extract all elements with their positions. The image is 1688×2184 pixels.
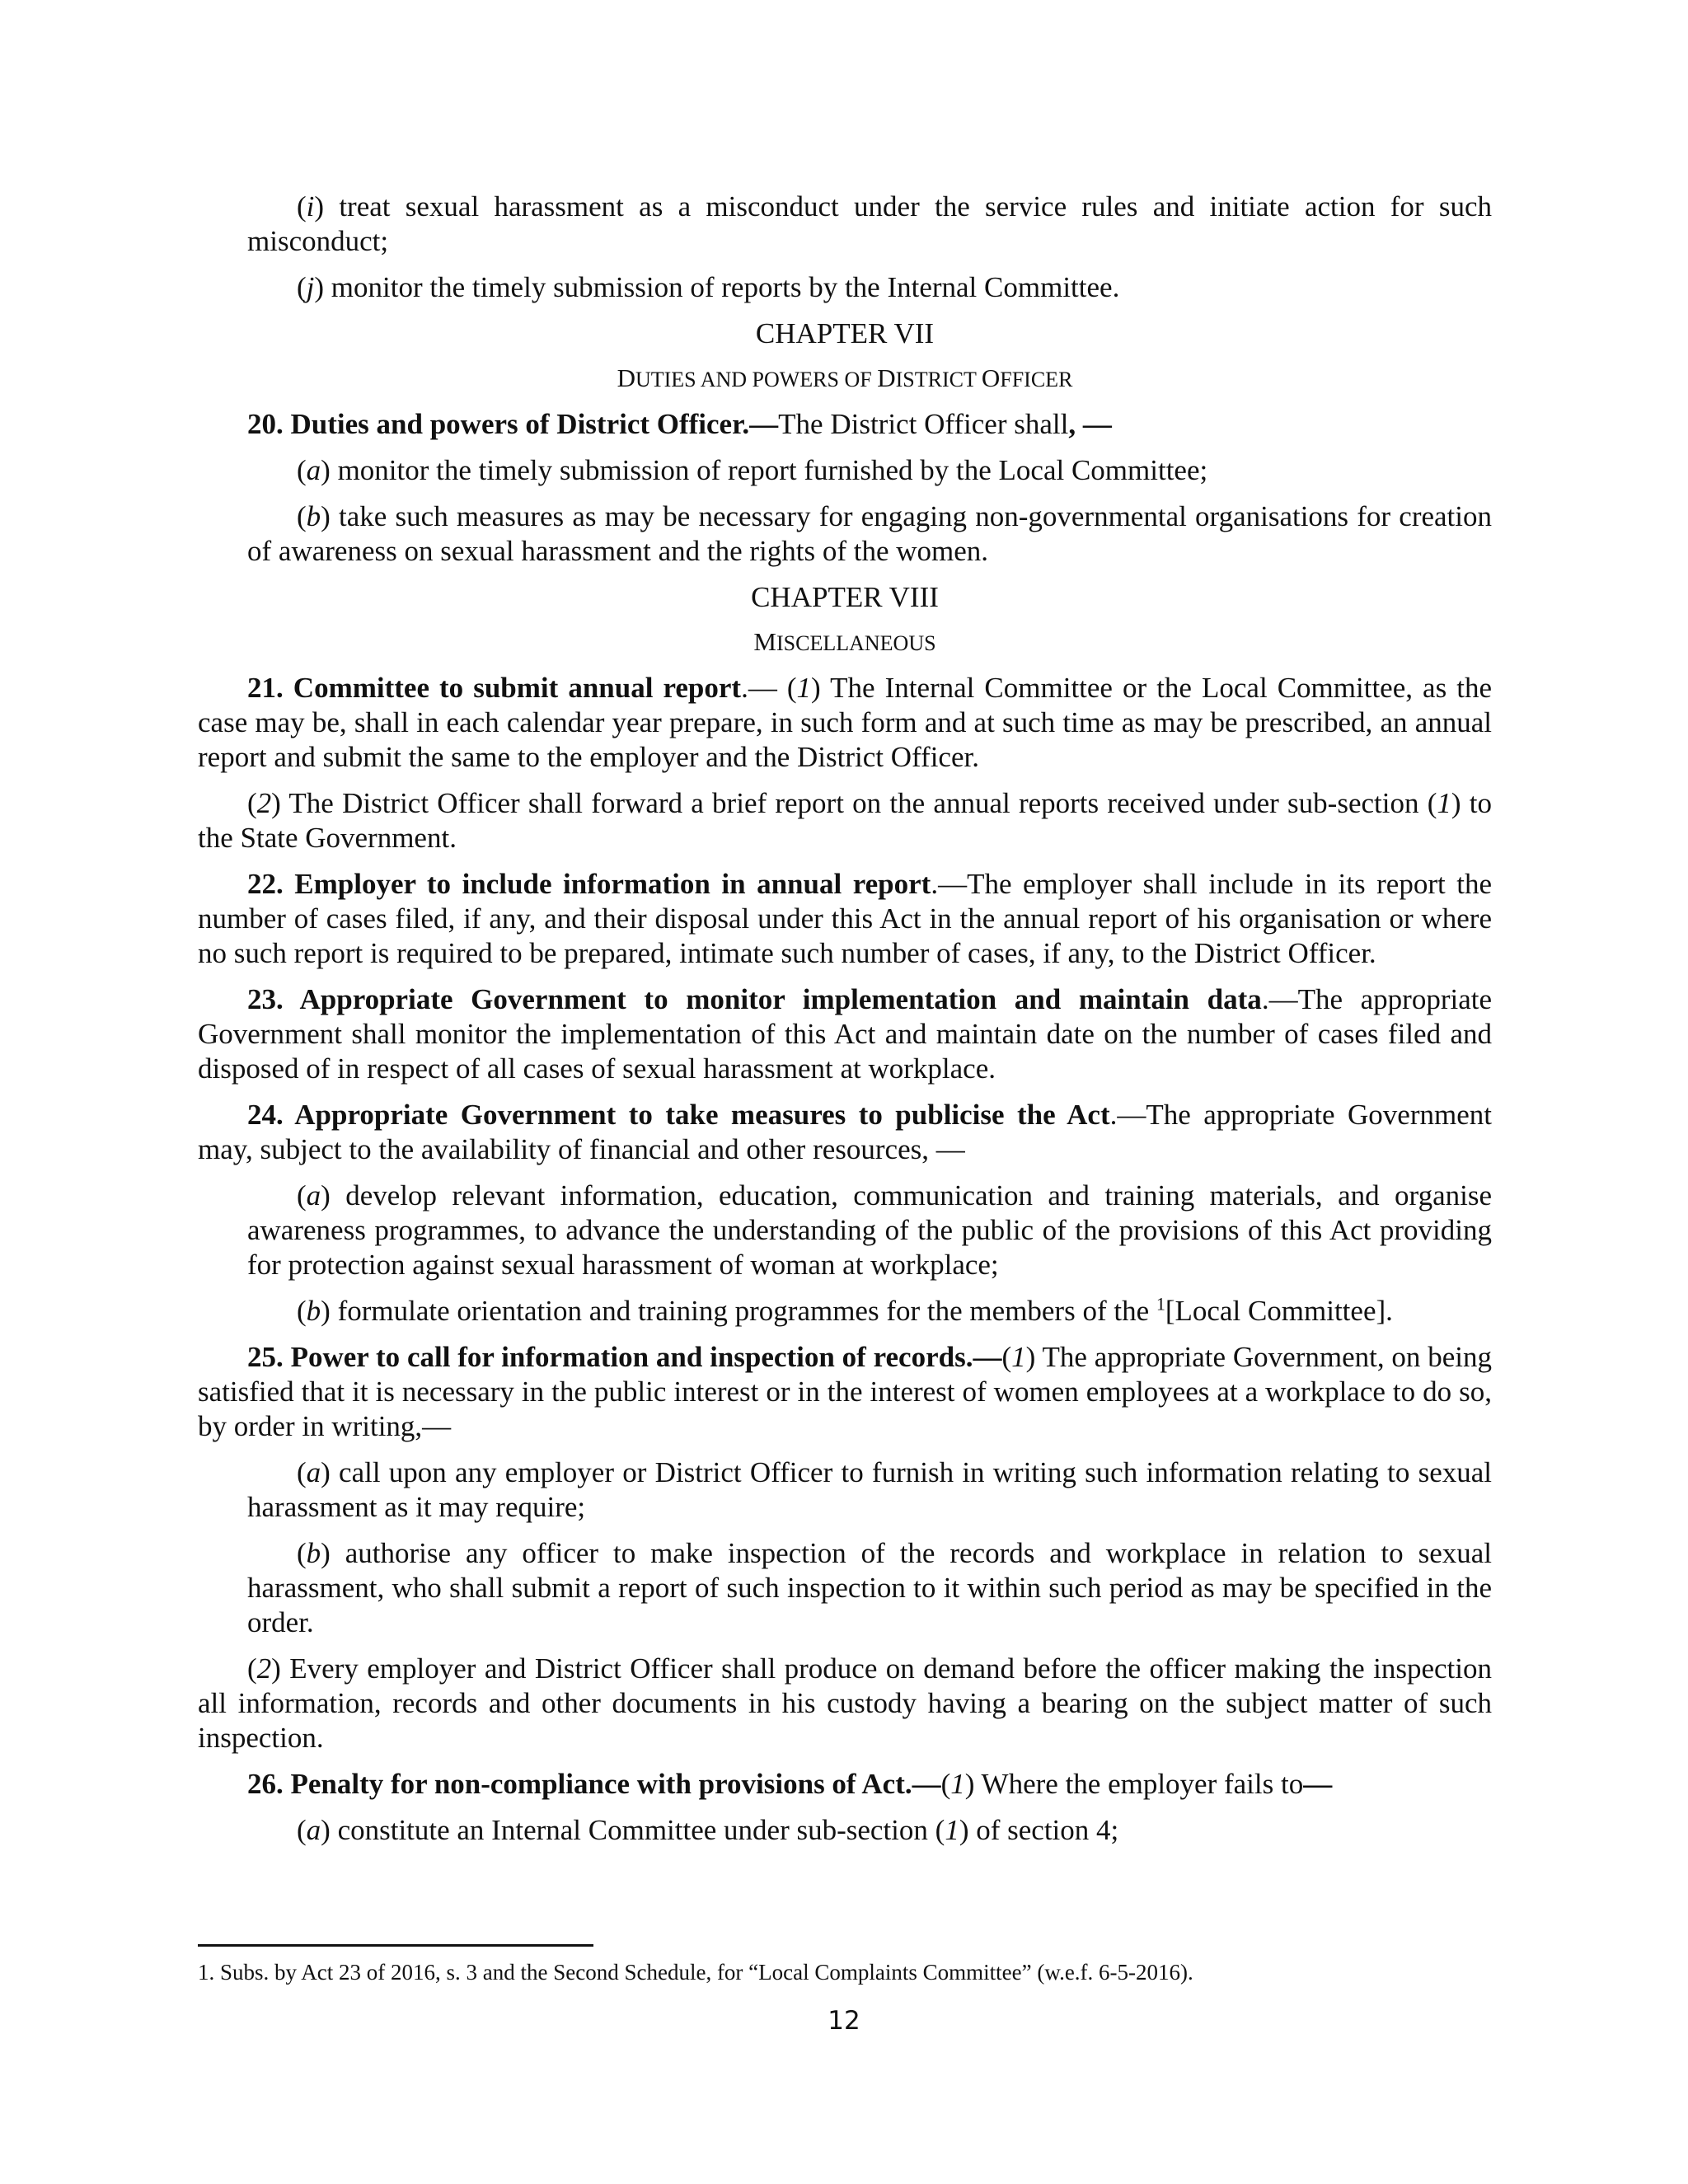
clause-i: (i) treat sexual harassment as a misconduct under the service rules and initiate action for such misconduct; — [247, 190, 1492, 257]
section-23 — [198, 982, 1492, 1086]
clause-label: b — [306, 1295, 321, 1327]
clause-b: (b) formulate orientation and training programmes for the members of the $^1$[Local Committee]. — [297, 1293, 1393, 1327]
section-text: ) Every employer and District Officer shall produce on demand before the officer making the inspection all information, records and other documents in his custody having a bearing on the subject matter of such inspection. — [198, 1652, 1492, 1754]
section-heading: 21. Committee to submit annual report — [247, 672, 742, 704]
clause-text: monitor the timely submission of report furnished by the Local Committee; — [330, 454, 1208, 486]
clause-label: j — [306, 271, 315, 303]
chapter-subtitle: MISCELLANEOUS — [753, 627, 936, 656]
section-heading: 22. Employer to include information in annual report — [247, 868, 931, 900]
footnote-marker: 1 — [1156, 1293, 1165, 1315]
section-heading: 26. Penalty for non-compliance with provisions of Act.— — [247, 1768, 941, 1800]
section-text: .—The appropriate Government may, subject to the availability of financial and other resources, — — [198, 1099, 1492, 1165]
section-heading: 25. Power to call for information and inspection of records.— — [247, 1341, 1002, 1373]
clause-text: call upon any employer or District Officer to furnish in writing such information relating to sexual harassment as it may require; — [247, 1456, 1492, 1523]
clause-a: (a) develop relevant information, education, communication and training materials, and organise awareness programmes, to advance the understanding of the public of the provisions of this Act providing for protection against sexual harassment of woman at workplace; — [247, 1179, 1492, 1281]
section-21: 21. Committee to submit annual report.— (1) The Internal Committee or the Local Committee, as the case may be, shall in each calendar year prepare, in such form and at such time as may be prescribed, an annual report and submit the same to the employer and the District Officer. — [198, 672, 1492, 773]
clause-a: (a) monitor the timely submission of report furnished by the Local Committee; — [297, 454, 1208, 486]
section-21-subsection-2: (2) The District Officer shall forward a brief report on the annual reports received under sub-section (1) to the State Government. — [198, 787, 1492, 854]
section-heading: 20. Duties and powers of District Officer.— — [247, 408, 779, 440]
section-25-subsection-2: (2) Every employer and District Officer shall produce on demand before the officer making the inspection all information, records and other documents in his custody having a bearing on the subject matter of such inspection. — [198, 1652, 1492, 1754]
clause-b: (b) authorise any officer to make inspection of the records and workplace in relation to sexual harassment, who shall submit a report of such inspection to it within such period as may be specified in the order. — [247, 1537, 1492, 1638]
section-20 — [198, 407, 1492, 442]
section-text: ) The District Officer shall forward a brief report on the annual reports received under sub-section ( — [271, 787, 1437, 819]
clause-label: a — [306, 1456, 321, 1488]
clause-label: i — [306, 190, 315, 223]
chapter-subtitle: DUTIES AND POWERS OF DISTRICT OFFICER — [617, 363, 1073, 392]
clause-a: (a) call upon any employer or District Officer to furnish in writing such information relating to sexual harassment as it may require; — [247, 1456, 1492, 1523]
clause-text: take such measures as may be necessary for engaging non-governmental organisations for creation of awareness on sexual harassment and the rights of the women. — [247, 500, 1492, 567]
document-body — [198, 190, 1492, 1859]
section-text: ) The appropriate Government, on being satisfied that it is necessary in the public interest or in the interest of women employees at a workplace to do so, by order in writing,— — [198, 1341, 1492, 1442]
footnote-divider — [198, 1944, 593, 1947]
section-heading: 23. Appropriate Government to monitor implementation and maintain data — [247, 983, 1262, 1015]
section-heading: 24. Appropriate Government to take measures to publicise the Act — [247, 1099, 1110, 1131]
clause-a: (a) constitute an Internal Committee under sub-section (1) of section 4; — [297, 1814, 1119, 1846]
section-text: .—The appropriate Government shall monitor the implementation of this Act and maintain date on the number of cases filed and disposed of in respect of all cases of sexual harassment at workplace. — [198, 983, 1493, 1085]
section-25: 25. Power to call for information and inspection of records.—(1) The appropriate Government, on being satisfied that it is necessary in the public interest or in the interest of women employees at a workplace to do so, by order in writing,— — [198, 1341, 1492, 1442]
section-text: ) Where the employer fails to — [964, 1768, 1304, 1800]
clause-label: a — [306, 454, 321, 486]
clause-text: authorise any officer to make inspection of the records and workplace in relation to sexual harassment, who shall submit a report of such inspection to it within such period as may be specified in the order. — [247, 1537, 1492, 1638]
clause-label: a — [306, 1179, 321, 1212]
footnote: 1. Subs. by Act 23 of 2016, s. 3 and the Second Schedule, for “Local Complaints Committee” (w.e.f. 6-5-2016). — [198, 1960, 1193, 1985]
section-26: 26. Penalty for non-compliance with provisions of Act.—(1) Where the employer fails to— — [247, 1768, 1333, 1800]
section-24 — [198, 1098, 1492, 1167]
clause-text: treat sexual harassment as a misconduct under the service rules and initiate action for such misconduct; — [247, 190, 1492, 257]
section-text: .—The employer shall include in its report the number of cases filed, if any, and their disposal under this Act in the annual report of his organisation or where no such report is required to be prepared, intimate such number of cases, if any, to the District Officer. — [198, 868, 1492, 969]
clause-text: develop relevant information, education, communication and training materials, and organise awareness programmes, to advance the understanding of the public of the provisions of this Act providing for protection against sexual harassment of woman at workplace; — [247, 1179, 1492, 1281]
clause-text: constitute an Internal Committee under sub-section ( — [330, 1814, 945, 1846]
chapter-heading: CHAPTER VIII — [751, 581, 939, 613]
section-text: The District Officer shall — [778, 408, 1069, 440]
page-number: 12 — [828, 2006, 860, 2036]
clause-label: b — [306, 500, 321, 532]
clause-label: b — [306, 1537, 321, 1569]
section-22 — [198, 867, 1492, 971]
clause-text: monitor the timely submission of reports by the Internal Committee. — [324, 271, 1120, 303]
chapter-heading: CHAPTER VII — [755, 317, 935, 349]
clause-text: formulate orientation and training programmes for the members of the — [330, 1295, 1156, 1327]
section-text-tail: , — — [1068, 408, 1112, 440]
clause-j: (j) monitor the timely submission of reports by the Internal Committee. — [297, 271, 1120, 303]
section-text: ) The Internal Committee or the Local Committee, as the case may be, shall in each calendar year prepare, in such form and at such time as may be prescribed, an annual report and submit the same to the employer and the District Officer. — [198, 672, 1492, 773]
clause-label: a — [306, 1814, 321, 1846]
clause-b: (b) take such measures as may be necessary for engaging non-governmental organisations for creation of awareness on sexual harassment and the rights of the women. — [247, 500, 1492, 567]
